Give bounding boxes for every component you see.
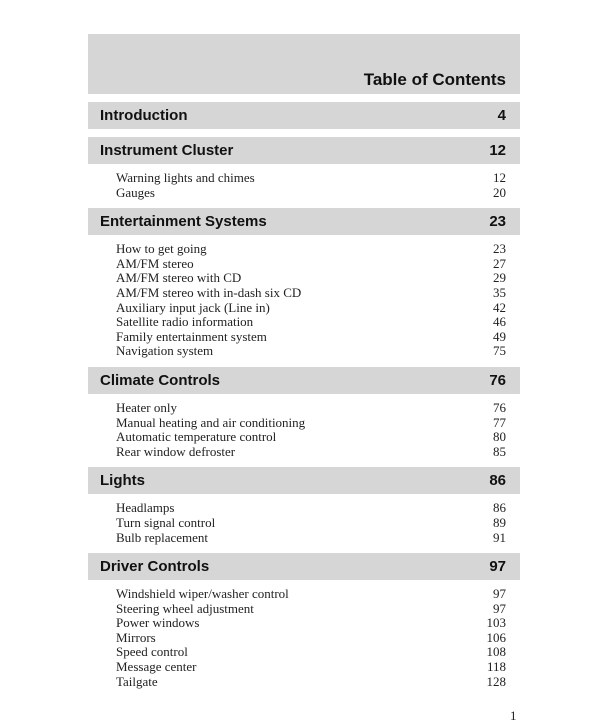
entry-label: Auxiliary input jack (Line in)	[116, 299, 270, 315]
entry-label: Mirrors	[116, 629, 156, 645]
entry-page: 106	[486, 629, 506, 645]
entry-label: AM/FM stereo	[116, 255, 194, 271]
section-title: Entertainment Systems	[100, 213, 267, 231]
toc-section-driver-controls	[88, 553, 520, 689]
entry-page: 91	[493, 529, 506, 545]
toc-entry[interactable]	[116, 531, 506, 546]
toc-entry[interactable]	[116, 430, 506, 445]
toc-section-entertainment-systems	[88, 208, 520, 359]
entry-label: Message center	[116, 659, 197, 675]
section-entries	[88, 580, 520, 689]
section-header[interactable]	[88, 553, 520, 580]
entry-label: Windshield wiper/washer control	[116, 586, 289, 602]
entry-page: 108	[486, 644, 506, 660]
toc-entry[interactable]	[116, 616, 506, 631]
entry-label: Automatic temperature control	[116, 429, 277, 445]
toc-entry[interactable]	[116, 286, 506, 301]
entry-label: Warning lights and chimes	[116, 170, 255, 185]
section-title: Instrument Cluster	[100, 142, 234, 159]
entry-label: Bulb replacement	[116, 529, 209, 545]
entry-page: 85	[493, 443, 506, 459]
toc-entry[interactable]	[116, 330, 506, 345]
toc-entry[interactable]	[116, 675, 506, 690]
toc-entry[interactable]	[116, 257, 506, 272]
toc-section-climate-controls	[88, 367, 520, 459]
entry-page: 97	[493, 586, 506, 602]
section-page: 23	[489, 213, 506, 231]
entry-label: How to get going	[116, 241, 207, 257]
toc-entry[interactable]	[116, 301, 506, 316]
entry-page: 89	[493, 514, 506, 530]
entry-page: 103	[486, 615, 506, 631]
section-header[interactable]	[88, 467, 520, 494]
section-page: 4	[497, 107, 506, 124]
section-entries	[88, 164, 520, 200]
page-number: 1	[510, 708, 517, 723]
entry-page: 75	[493, 343, 506, 359]
entry-label: Power windows	[116, 615, 200, 631]
entry-page: 97	[493, 600, 506, 616]
title-bar	[88, 34, 520, 94]
toc-entry[interactable]	[116, 602, 506, 617]
entry-page: 86	[493, 500, 506, 516]
entry-page: 12	[493, 170, 506, 185]
entry-label: Manual heating and air conditioning	[116, 414, 306, 430]
section-title: Climate Controls	[100, 371, 221, 389]
page-title: Table of Contents	[363, 70, 506, 89]
toc-entry[interactable]	[116, 587, 506, 602]
toc-entry[interactable]	[116, 171, 506, 186]
toc-page	[88, 34, 520, 689]
section-page: 76	[489, 371, 506, 389]
toc-entry[interactable]	[116, 660, 506, 675]
entry-page: 118	[486, 659, 506, 675]
entry-label: AM/FM stereo with CD	[116, 270, 242, 286]
entry-label: Heater only	[116, 399, 178, 415]
toc-section-lights	[88, 467, 520, 545]
section-header[interactable]	[88, 137, 520, 164]
entry-page: 77	[493, 414, 506, 430]
section-header[interactable]	[88, 208, 520, 235]
entry-label: Satellite radio information	[116, 314, 254, 330]
toc-entry[interactable]	[116, 416, 506, 431]
entry-page: 76	[493, 399, 506, 415]
entry-label: Rear window defroster	[116, 443, 236, 459]
entry-page: 29	[493, 270, 506, 286]
section-entries	[88, 235, 520, 359]
section-entries	[88, 494, 520, 545]
toc-section-introduction	[88, 102, 520, 129]
entry-page: 46	[493, 314, 506, 330]
toc-entry[interactable]	[116, 271, 506, 286]
toc-entry[interactable]	[116, 445, 506, 460]
entry-label: Navigation system	[116, 343, 214, 359]
toc-entry[interactable]	[116, 186, 506, 201]
toc-entry[interactable]	[116, 631, 506, 646]
entry-label: Speed control	[116, 644, 188, 660]
section-header[interactable]	[88, 367, 520, 394]
section-header[interactable]	[88, 102, 520, 129]
entry-page: 42	[493, 299, 506, 315]
toc-entry[interactable]	[116, 501, 506, 516]
entry-page: 128	[486, 673, 506, 689]
entry-label: Turn signal control	[116, 514, 216, 530]
section-page: 12	[489, 142, 506, 159]
section-page: 97	[489, 558, 506, 576]
entry-label: Tailgate	[116, 673, 158, 689]
entry-label: Gauges	[116, 184, 155, 200]
toc-section-instrument-cluster	[88, 137, 520, 200]
entry-page: 49	[493, 328, 506, 344]
toc-entry[interactable]	[116, 645, 506, 660]
section-title: Driver Controls	[100, 558, 210, 576]
toc-entry[interactable]	[116, 344, 506, 359]
section-title: Lights	[100, 472, 145, 490]
toc-entry[interactable]	[116, 242, 506, 257]
section-entries	[88, 394, 520, 459]
section-title: Introduction	[100, 107, 188, 124]
entry-page: 27	[493, 255, 506, 271]
entry-page: 20	[493, 184, 506, 200]
entry-label: Headlamps	[116, 500, 175, 516]
entry-label: Family entertainment system	[116, 328, 267, 344]
entry-label: AM/FM stereo with in-dash six CD	[116, 284, 302, 300]
entry-page: 80	[493, 429, 506, 445]
toc-entry[interactable]	[116, 315, 506, 330]
toc-entry[interactable]	[116, 401, 506, 416]
entry-page: 23	[493, 241, 506, 257]
toc-entry[interactable]	[116, 516, 506, 531]
entry-page: 35	[493, 284, 506, 300]
section-page: 86	[489, 472, 506, 490]
entry-label: Steering wheel adjustment	[116, 600, 254, 616]
